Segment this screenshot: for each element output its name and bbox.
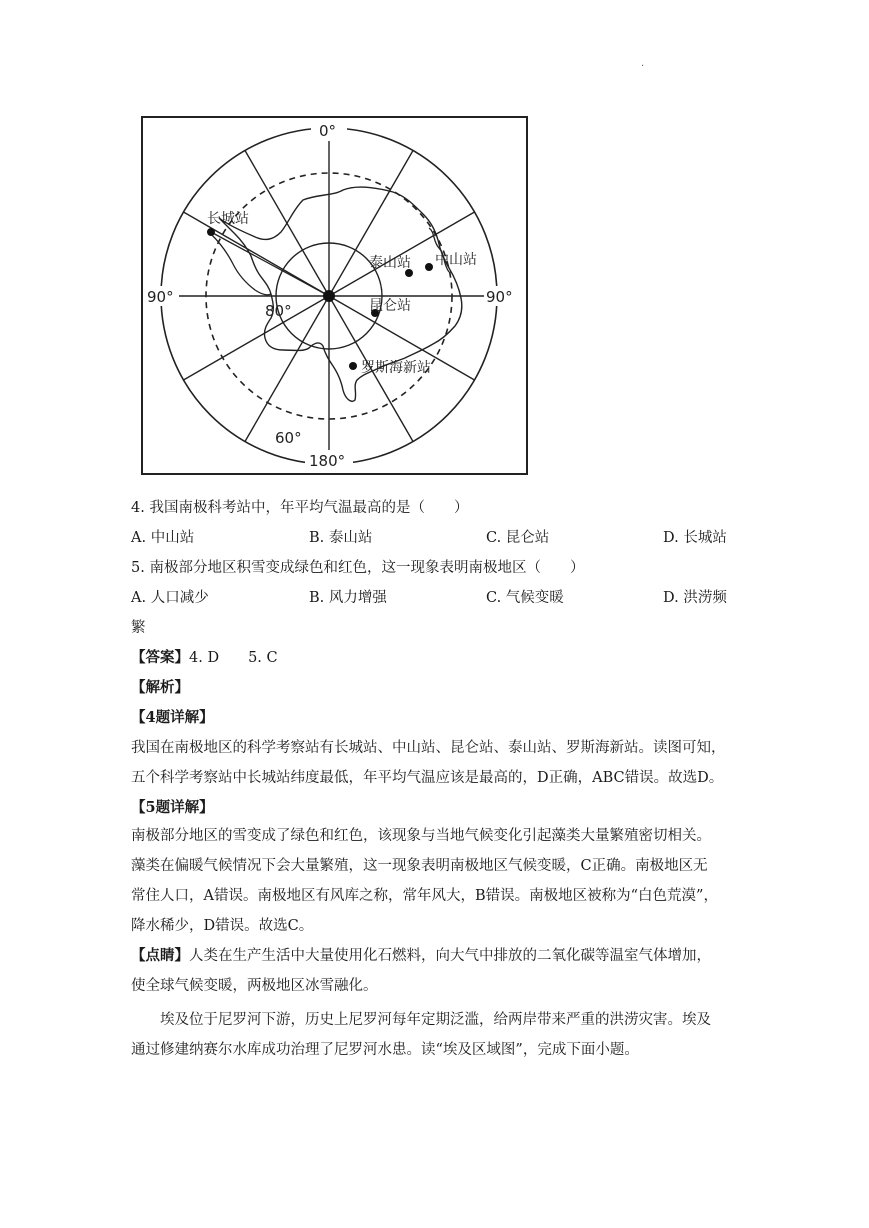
question-4-option-c: C. 昆仑站 [486, 530, 550, 546]
label-180-degrees: 180° [309, 452, 346, 470]
question-5-stem: 5. 南极部分地区积雪变成绿色和红色，这一现象表明南极地区（ ） [131, 560, 585, 576]
intro-line-1: 埃及位于尼罗河下游，历史上尼罗河每年定期泛滥，给两岸带来严重的洪涝灾害。埃及 [160, 1012, 711, 1028]
detail-4-line: 我国在南极地区的科学考察站有长城站、中山站、昆仑站、泰山站、罗斯海新站。读图可知， [131, 740, 726, 756]
question-4-option-d: D. 长城站 [663, 530, 727, 546]
comment-tag: 【点睛】 [131, 947, 189, 964]
detail-5-line: 南极部分地区的雪变成了绿色和红色，该现象与当地气候变化引起藻类大量繁殖密切相关。 [131, 828, 711, 844]
answer-tag: 【答案】 [131, 649, 189, 666]
antarctica-map [141, 116, 528, 475]
question-4-option-a: A. 中山站 [131, 530, 195, 546]
label-60-degrees: 60° [275, 429, 302, 447]
comment-text: 人类在生产生活中大量使用化石燃料，向大气中排放的二氧化碳等温室气体增加， [189, 948, 711, 964]
label-90-left: 90° [147, 288, 174, 306]
label-taishan: 泰山站 [369, 255, 411, 271]
label-zhongshan: 中山站 [435, 252, 477, 268]
detail-5-tag: 【5题详解】 [131, 799, 214, 816]
label-90-right: 90° [486, 288, 513, 306]
analysis-tag: 【解析】 [131, 679, 189, 696]
zhongshan-marker [425, 263, 433, 271]
comment-line-2: 使全球气候变暖，两极地区冰雪融化。 [131, 978, 378, 994]
detail-4-line: 五个科学考察站中长城站纬度最低，年平均气温应该是最高的，D正确，ABC错误。故选D。 [131, 770, 724, 786]
answer-text: 4. D 5. C [189, 650, 278, 666]
changcheng-marker [207, 228, 215, 236]
label-kunlun: 昆仑站 [369, 298, 411, 314]
question-5-option-d-continued: 繁 [131, 620, 146, 636]
detail-4-tag: 【4题详解】 [131, 709, 214, 726]
intro-line-2: 通过修建纳赛尔水库成功治理了尼罗河水患。读“埃及区域图”，完成下面小题。 [131, 1042, 639, 1058]
pole-marker [323, 290, 335, 302]
question-5-option-d: D. 洪涝频 [663, 590, 727, 606]
comment-line [131, 946, 711, 966]
peninsula [211, 234, 271, 295]
question-5-option-b: B. 风力增强 [309, 590, 387, 606]
page-mark: . [641, 58, 645, 69]
detail-5-line: 藻类在偏暖气候情况下会大量繁殖，这一现象表明南极地区气候变暖，C正确。南极地区无 [131, 858, 708, 874]
question-4-option-b: B. 泰山站 [309, 530, 373, 546]
question-5-option-a: A. 人口减少 [131, 590, 209, 606]
luosihai-marker [349, 362, 357, 370]
question-5-option-c: C. 气候变暖 [486, 590, 564, 606]
label-0-degrees: 0° [319, 122, 337, 140]
detail-5-line: 常住人口，A错误。南极地区有风库之称，常年风大，B错误。南极地区被称为“白色荒漠”， [131, 888, 718, 904]
label-changcheng: 长城站 [207, 211, 249, 227]
detail-5-line: 降水稀少，D错误。故选C。 [131, 918, 314, 934]
label-luosihai: 罗斯海新站 [361, 360, 431, 376]
question-4-stem: 4. 我国南极科考站中，年平均气温最高的是（ ） [131, 500, 469, 516]
answer-line [131, 648, 278, 668]
label-80-degrees: 80° [265, 302, 292, 320]
map-graphic [143, 118, 526, 473]
